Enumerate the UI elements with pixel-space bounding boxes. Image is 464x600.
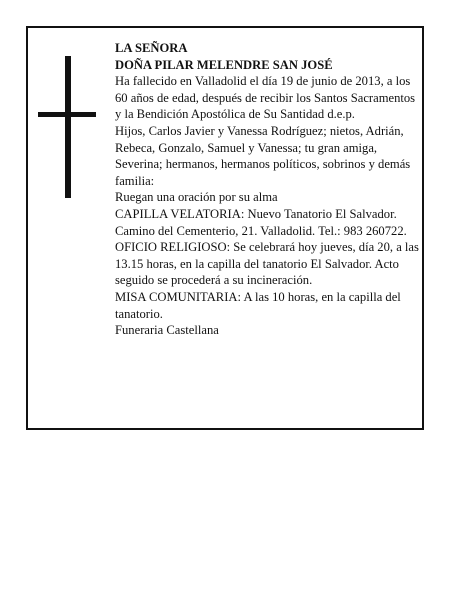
funeral-service: OFICIO RELIGIOSO: Se celebrará hoy jueves, día 20, a las 13.15 horas, en la capilla del tanatorio El Salvador. Acto seguido se procederá a su incineración. — [115, 240, 419, 288]
cross-icon — [38, 56, 96, 198]
notice-title: LA SEÑORA — [115, 41, 188, 55]
wake-location: CAPILLA VELATORIA: Nuevo Tanatorio El Salvador. Camino del Cementerio, 21. Valladolid. Tel.: 983 260722. — [115, 206, 407, 238]
notice-text — [115, 40, 419, 339]
obituary-notice — [26, 26, 424, 430]
family-list: Hijos, Carlos Javier y Vanessa Rodríguez; nietos, Adrián, Rebeca, Gonzalo, Samuel y Vanessa; tu gran amiga, Severina; hermanos, hermanos políticos, sobrinos y demás familia: — [115, 123, 411, 188]
death-announcement: Ha fallecido en Valladolid el día 19 de junio de 2013, a los 60 años de edad, después de recibir los Santos Sacramentos y la Bendición Apostólica de Su Santidad d.e.p. — [115, 74, 416, 122]
deceased-name: DOÑA PILAR MELENDRE SAN JOSÉ — [115, 57, 333, 72]
prayer-request: Ruegan una oración por su alma — [115, 190, 278, 205]
community-mass: MISA COMUNITARIA: A las 10 horas, en la capilla del tanatorio. — [115, 289, 401, 321]
funeral-home: Funeraria Castellana — [115, 323, 219, 338]
